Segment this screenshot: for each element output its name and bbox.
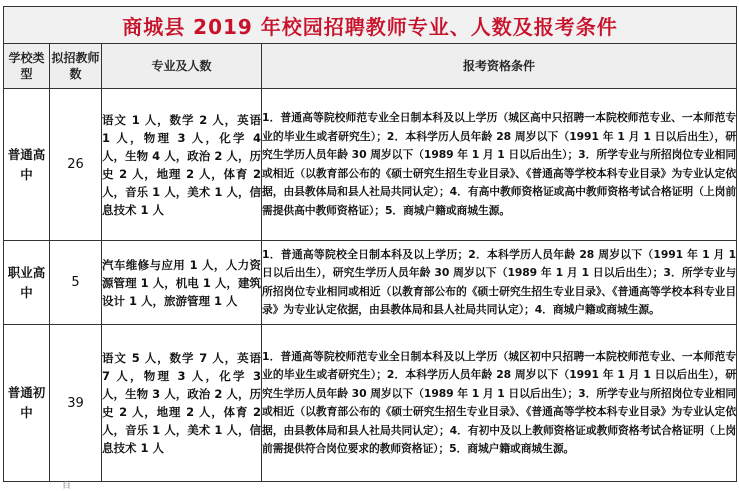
school-type-cell: 职业高中 [4,241,50,325]
header-row [4,44,737,89]
conditions-cell: 1．普通高等院校师范专业全日制本科及以上学历（城区高中只招聘一本院校师范专业、一本师范专业的毕业生或者研究生）；2．本科学历人员年龄 28 周岁以下（1991 年 1 月 1 日以后出生），研究生学历人员年龄 30 周岁以下（1989 年 1 月 1 日以后出生）；3．所学专业与所招岗位专业相同或相近（以教育部公布的《硕士研究生招生专业目录》、《普通高等学校本科专业目录》为专业认定依据，由县教体局和县人社局共同认定）；4．有高中教师资格证或高中教师资格考试合格证明（上岗前需提供高中教师资格证）；5．商城户籍或商城生源。 [262,89,737,241]
planned-count-cell: 26 [50,89,102,241]
conditions-cell: 1．普通高等院校全日制本科及以上学历；2．本科学历人员年龄 28 周岁以下（1991 年 1 月 1 日以后出生），研究生学历人员年龄 30 周岁以下（1989 年 1 月 1 日以后出生）；3．所学专业与所招岗位专业相同或相近（以教育部公布的《硕士研究生招生专业目录》、《普通高等学校本科专业目录》为专业认定依据，由县教体局和县人社局共同认定）；4．商城户籍或商城生源。 [262,241,737,325]
conditions-cell: 1．普通高等院校师范专业全日制本科及以上学历（城区初中只招聘一本院校师范专业、一本师范专业的毕业生或者研究生）；2．本科学历人员年龄 28 周岁以下（1991 年 1 月 1 日以后出生），研究生学历人员年龄 30 周岁以下（1989 年 1 月 1 日以后出生）；3．所学专业与所招岗位专业相同或相近（以教育部公布的《硕士研究生招生专业目录》、《普通高等学校本科专业目录》为专业认定依据，由县教体局和县人社局共同认定）；4．有初中及以上教师资格证或教师资格考试合格证明（上岗前需提供符合岗位要求的教师资格证）；5．商城户籍或商城生源。 [262,325,737,482]
planned-count-cell: 39 [50,325,102,482]
recruitment-table [3,6,737,482]
header-major: 专业及人数 [102,44,262,89]
footnote-fragment: 目 [62,481,72,491]
majors-cell: 语文 1 人，数学 2 人，英语 1 人，物理 3 人，化学 4 人，生物 4 人，政治 2 人，历史 2 人，地理 2 人，体育 2 人，音乐 1 人，美术 1 人，信息技术 1 人 [102,89,262,241]
table-row [4,325,737,482]
majors-cell: 语文 5 人，数学 7 人，英语 7 人，物理 3 人，化学 3 人，生物 3 人，政治 2 人，历史 2 人，地理 2 人，体育 2 人，音乐 1 人，美术 1 人，信息技术 1 人 [102,325,262,482]
header-school-type: 学校类型 [4,44,50,89]
header-planned-count: 拟招教师数 [50,44,102,89]
table-title: 商城县 2019 年校园招聘教师专业、人数及报考条件 [4,7,737,44]
header-conditions: 报考资格条件 [262,44,737,89]
planned-count-cell: 5 [50,241,102,325]
table-row [4,89,737,241]
school-type-cell: 普通高中 [4,89,50,241]
majors-cell: 汽车维修与应用 1 人，人力资源管理 1 人，机电 1 人，建筑设计 1 人，旅游管理 1 人 [102,241,262,325]
title-row [4,7,737,44]
table-row [4,241,737,325]
school-type-cell: 普通初中 [4,325,50,482]
